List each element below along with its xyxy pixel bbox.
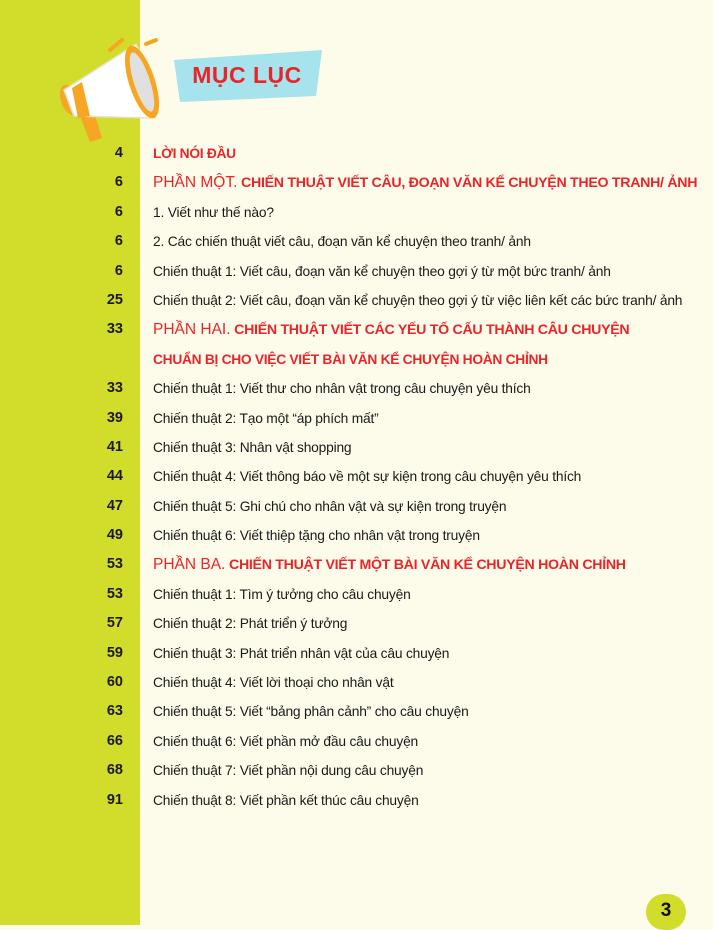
toc-page-number: 6	[114, 233, 123, 250]
toc-item-text: Chiến thuật 1: Viết câu, đoạn văn kể chuyện theo gợi ý từ một bức tranh/ ảnh	[153, 263, 611, 279]
toc-row[interactable]	[0, 198, 713, 227]
toc-part-title: CHIẾN THUẬT VIẾT MỘT BÀI VĂN KỂ CHUYỆN HOÀN CHỈNH	[229, 557, 626, 574]
toc-page-number: 53	[106, 585, 123, 602]
toc-row[interactable]	[0, 492, 713, 521]
toc-item-text: Chiến thuật 3: Phát triển nhân vật của câu chuyện	[153, 645, 450, 661]
toc-item-text: Chiến thuật 5: Ghi chú cho nhân vật và sự kiện trong truyện	[153, 498, 507, 514]
toc-page-number: 66	[106, 732, 123, 749]
toc-heading: CHUẨN BỊ CHO VIỆC VIẾT BÀI VĂN KỂ CHUYỆN HOÀN CHỈNH	[153, 351, 548, 367]
toc-row[interactable]	[0, 374, 713, 403]
toc-row-preface[interactable]	[0, 139, 713, 168]
toc-page-number: 47	[106, 497, 123, 514]
toc-row-part-one[interactable]	[0, 168, 713, 197]
toc-part-label: PHẦN HAI.	[153, 321, 231, 339]
toc-item-text: 1. Viết như thế nào?	[153, 204, 274, 220]
toc-page-number: 39	[106, 409, 123, 426]
toc-page-number: 4	[114, 145, 123, 161]
toc-page-number: 6	[114, 174, 123, 191]
toc-page-number: 6	[114, 262, 123, 279]
toc-item-text: Chiến thuật 4: Viết thông báo về một sự kiện trong câu chuyện yêu thích	[153, 469, 582, 485]
toc-row[interactable]	[0, 756, 713, 785]
toc-row[interactable]	[0, 286, 713, 315]
toc-row[interactable]	[0, 697, 713, 726]
toc-row-part-two[interactable]	[0, 315, 713, 344]
page-number-badge: 3	[646, 894, 686, 930]
toc-page-number: 68	[106, 762, 123, 779]
toc-row[interactable]	[0, 609, 713, 638]
toc-item-text: Chiến thuật 1: Viết thư cho nhân vật trong câu chuyện yêu thích	[153, 381, 531, 397]
toc-part-title: CHIẾN THUẬT VIẾT CÂU, ĐOẠN VĂN KỂ CHUYỆN THEO TRANH/ ẢNH	[241, 175, 698, 192]
toc-row[interactable]	[0, 404, 713, 433]
toc-item-text: Chiến thuật 8: Viết phần kết thúc câu chuyện	[153, 792, 419, 808]
toc-item-text: Chiến thuật 7: Viết phần nội dung câu chuyện	[153, 763, 424, 779]
toc-page-number: 6	[114, 203, 123, 220]
toc-item-text: Chiến thuật 2: Phát triển ý tưởng	[153, 616, 348, 632]
toc-row[interactable]	[0, 639, 713, 668]
toc-item-text: Chiến thuật 6: Viết phần mở đầu câu chuyện	[153, 733, 419, 749]
toc-page-number: 91	[106, 791, 123, 808]
toc-item-text: Chiến thuật 6: Viết thiệp tặng cho nhân vật trong truyện	[153, 528, 480, 544]
toc-item-text: Chiến thuật 5: Viết “bảng phân cảnh” cho câu chuyện	[153, 704, 469, 720]
toc-item-text: Chiến thuật 3: Nhân vật shopping	[153, 439, 352, 455]
toc-row[interactable]	[0, 727, 713, 756]
toc-part-title: CHIẾN THUẬT VIẾT CÁC YẾU TỐ CẤU THÀNH CÂU CHUYỆN	[234, 322, 630, 339]
toc-item-text: 2. Các chiến thuật viết câu, đoạn văn kể chuyện theo tranh/ ảnh	[153, 234, 531, 250]
toc-row[interactable]	[0, 227, 713, 256]
page-title: MỤC LỤC	[192, 62, 302, 88]
toc-row[interactable]	[0, 580, 713, 609]
table-of-contents	[0, 139, 713, 815]
toc-page-number: 53	[106, 556, 123, 573]
toc-part-label: PHẦN BA.	[153, 556, 226, 574]
toc-row[interactable]	[0, 521, 713, 550]
toc-row[interactable]	[0, 257, 713, 286]
megaphone-icon	[50, 38, 170, 148]
toc-page-number: 33	[106, 321, 123, 338]
toc-item-text: Chiến thuật 2: Viết câu, đoạn văn kể chuyện theo gợi ý từ việc liên kết các bức tranh/ ảnh	[153, 292, 683, 308]
toc-page-number: 59	[106, 644, 123, 661]
toc-row-part-three[interactable]	[0, 550, 713, 579]
toc-row-part-two-continued[interactable]	[0, 345, 713, 374]
toc-page-number: 41	[106, 438, 123, 455]
toc-page-number: 57	[106, 615, 123, 632]
toc-item-text: Chiến thuật 4: Viết lời thoại cho nhân vật	[153, 675, 394, 691]
toc-row[interactable]	[0, 433, 713, 462]
toc-page-number: 44	[106, 468, 123, 485]
toc-page-number: 63	[106, 703, 123, 720]
toc-page-number: 25	[106, 291, 123, 308]
toc-page-number: 49	[106, 527, 123, 544]
toc-item-text: Chiến thuật 2: Tạo một “áp phích mất”	[153, 410, 379, 426]
toc-row[interactable]	[0, 668, 713, 697]
toc-page-number: 33	[106, 380, 123, 397]
toc-item-text: Chiến thuật 1: Tìm ý tưởng cho câu chuyện	[153, 586, 411, 602]
toc-heading: LỜI NÓI ĐẦU	[153, 146, 236, 161]
toc-part-label: PHẦN MỘT.	[153, 174, 238, 192]
toc-row[interactable]	[0, 786, 713, 815]
toc-page-number: 60	[106, 674, 123, 691]
toc-row[interactable]	[0, 462, 713, 491]
